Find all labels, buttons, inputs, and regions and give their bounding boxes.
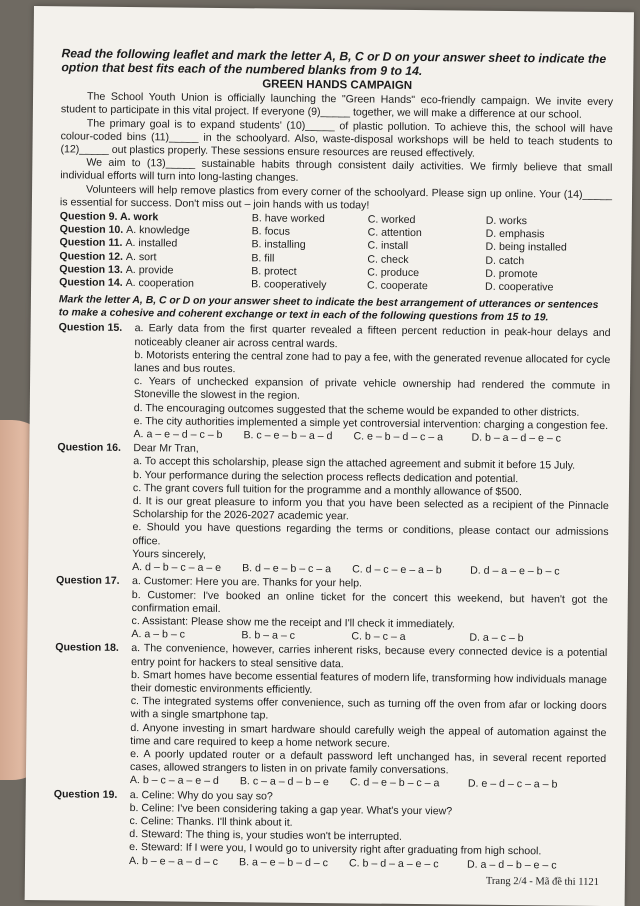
q10-label: Question 10. A. knowledge [59,223,190,237]
q18-item-d: d. Anyone investing in smart hardware should carefully weigh the appeal of automation against the time and care required to keep a home network secure. [130,721,607,750]
q15-item-b: b. Motorists entering the central zone had to pay a fee, with the generated revenue allocated for cycle lanes and bus routes. [134,348,611,376]
q16-option-a: A. d – b – c – a – e [132,561,222,575]
q15-option-a: A. a – e – d – c – b [133,428,223,442]
q16-item-b: b. Your performance during the selection process reflects dedication and potential. [133,468,519,485]
q13-option-c: C. produce [367,266,420,279]
q17-label: Question 17. [55,574,120,588]
q17-item-c: c. Assistant: Please show me the receipt and I'll check it immediately. [131,614,455,631]
q11-option-d: D. being installed [485,241,567,255]
q12-option-d: D. catch [485,254,525,267]
q19-item-b: b. Celine: I've been considering taking a gap year. What's your view? [129,801,453,818]
q10-option-d: D. emphasis [485,227,545,241]
q14-option-d: D. cooperative [485,280,554,294]
q9-option-c: C. worked [367,213,416,227]
q14-option-c: C. cooperate [367,279,428,293]
q16-item-e: e. Should you have questions regarding the terms or conditions, please contact our admissions office. [132,521,609,548]
q19-item-d: d. Steward: The thing is, your studies won't be interrupted. [129,828,403,844]
q12-label: Question 12. A. sort [59,249,157,263]
q15-item-e: e. The city authorities implemented a simple yet controversial intervention: charging a congestion fee. [133,414,609,432]
q19-label: Question 19. [53,787,118,801]
q16-closing: Yours sincerely, [132,547,206,561]
q18-option-a: A. b – c – a – e – d [129,774,219,788]
q11-option-c: C. install [367,239,409,253]
question-17 [55,575,608,647]
question-15 [57,322,610,447]
q10-option-c: C. attention [367,226,422,240]
q13-option-b: B. protect [251,265,297,278]
q19-option-d: D. a – d – b – e – c [466,858,557,872]
q18-label: Question 18. [55,641,119,655]
q19-item-e: e. Steward: If I were you, I would go to university right after graduating from high school. [129,841,542,858]
q13-option-d: D. promote [485,267,538,281]
q15-item-d: d. The encouraging outcomes suggested that the scheme would be expanded to other districts. [133,401,580,419]
q16-salutation: Dear Mr Tran, [133,442,199,456]
question-18 [54,642,607,793]
q10-option-a: A. knowledge [126,224,190,237]
q13-label: Question 13. A. provide [59,263,174,277]
q14-option-b: B. cooperatively [251,278,327,292]
q19-item-c: c. Celine: Thanks. I'll think about it. [129,814,293,829]
sheet-content [53,46,614,873]
q15-item-a: a. Early data from the first quarter revealed a fifteen percent reduction in peak-hour delays and noticeably cleaner air across central wards. [134,322,611,350]
q12-option-a: A. sort [125,250,157,263]
q19-option-b: B. a – e – b – d – c [238,855,329,869]
q11-option-a: A. installed [125,237,178,250]
q16-option-c: C. d – c – e – a – b [352,563,442,577]
leaflet-paragraph-4: Volunteers will help remove plastics from every corner of the schoolyard. Please sign up online. Your (14)_____ is essential for success. Don't miss out – join hands with us today! [59,183,613,212]
q16-option-d: D. d – a – e – b – c [470,564,560,578]
q17-item-a: a. Customer: Here you are. Thanks for your help. [131,575,363,590]
q18-item-e: e. A poorly updated router or a default password left unchanged has, in several recent reported cases, allowed strangers to listen in on private family conversations. [129,747,607,777]
q11-option-b: B. installing [251,238,306,252]
q15-option-d: D. b – a – d – e – c [471,431,562,445]
q15-option-c: C. e – b – d – c – a [353,430,444,444]
exam-sheet [25,6,634,906]
q15-option-b: B. c – e – b – a – d [243,429,333,443]
q17-item-b: b. Customer: I've booked an online ticket for the concert this weekend, but haven't got the confirmation email. [131,588,608,615]
q16-option-b: B. d – e – b – c – a [242,562,332,576]
q18-option-d: D. e – d – c – a – b [467,777,558,791]
instructions-arrangement: Mark the letter A, B, C or D on your answer sheet to indicate the best arrangement of utterances or sentences to make a cohesive and coherent exchange or text in each of the following questions from 15 to 19. [58,294,599,324]
q19-option-c: C. b – d – a – e – c [348,856,439,870]
q18-item-b: b. Smart homes have become essential features of modern life, transforming how individuals manage their domestic environments efficiently. [130,668,608,696]
q18-item-a: a. The convenience, however, carries inherent risks, because every connected device is a potential entry point for hackers to steal sensitive data. [131,642,608,670]
q9-label: Question 9. A. work [59,210,159,224]
q18-item-c: c. The integrated systems offer convenience, such as turning off the oven from afar or locking doors with a single smartphone tap. [130,695,607,722]
q11-label: Question 11. A. installed [59,236,178,250]
q17-option-b: B. b – a – c [241,629,296,642]
leaflet-paragraph-3: We aim to (13)_____ sustainable habits through consistent daily activities. We firmly believe that small individual efforts will turn into long-lasting changes. [60,156,613,185]
q19-option-a: A. b – e – a – d – c [128,854,219,868]
q17-option-c: C. b – c – a [351,630,406,644]
q19-item-a: a. Celine: Why do you say so? [129,788,273,803]
q18-option-c: C. d – e – b – c – a [349,776,440,790]
question-16 [56,442,609,580]
leaflet-title: GREEN HANDS CAMPAIGN [262,78,413,92]
q16-label: Question 16. [57,441,122,455]
q9-option-d: D. works [485,214,528,228]
q12-option-b: B. fill [251,251,275,265]
q16-item-d: d. It is our great pleasure to inform you that you have been selected as a recipient of the Pinnacle Scholarship for the 2026-2027 academic year. [132,495,609,523]
page-footer: Trang 2/4 - Mã đề thi 1121 [485,875,599,888]
q18-option-b: B. c – a – d – b – e [239,775,329,789]
q16-item-c: c. The grant covers full tuition for the programme and a monthly allowance of $500. [132,481,523,499]
q12-option-c: C. check [367,253,409,266]
question-19 [53,788,606,873]
q14-option-a: A. cooperation [125,277,195,290]
q16-item-a: a. To accept this scholarship, please sign the attached agreement and submit it before 15 July. [133,455,576,473]
questions-9-14 [59,210,612,295]
q17-option-d: D. a – c – b [469,631,524,645]
instructions-leaflet: Read the following leaflet and mark the letter A, B, C or D on your answer sheet to indicate the option that best fits each of the numbered blanks from 9 to 14. [61,46,607,79]
q9-option-a: A. work [119,210,159,224]
q14-label: Question 14. A. cooperation [59,276,195,290]
q17-option-a: A. a – b – c [131,628,186,641]
q10-option-b: B. focus [251,225,290,238]
q15-label: Question 15. [58,321,123,335]
q9-option-b: B. have worked [251,212,325,226]
leaflet-paragraph-2: The primary goal is to expand students' (10)_____ of plastic pollution. To achieve this, the school will have colour-coded bins (11)_____ in the schoolyard. Also, waste-disposal workshops will be held to teach students to (12)_____ out plastics properly. These sessions ensure resources are reused effectively. [60,117,613,160]
q15-item-c: c. Years of unchecked expansion of private vehicle ownership had rendered the commute in Stoneville the slowest in the region. [133,375,611,403]
leaflet-paragraph-1: The School Youth Union is officially launching the "Green Hands" eco-friendly campaign. We invite every student to participate in this vital project. If everyone (9)_____ together, we will make a difference at our school. [60,90,614,122]
q13-option-a: A. provide [125,263,174,277]
